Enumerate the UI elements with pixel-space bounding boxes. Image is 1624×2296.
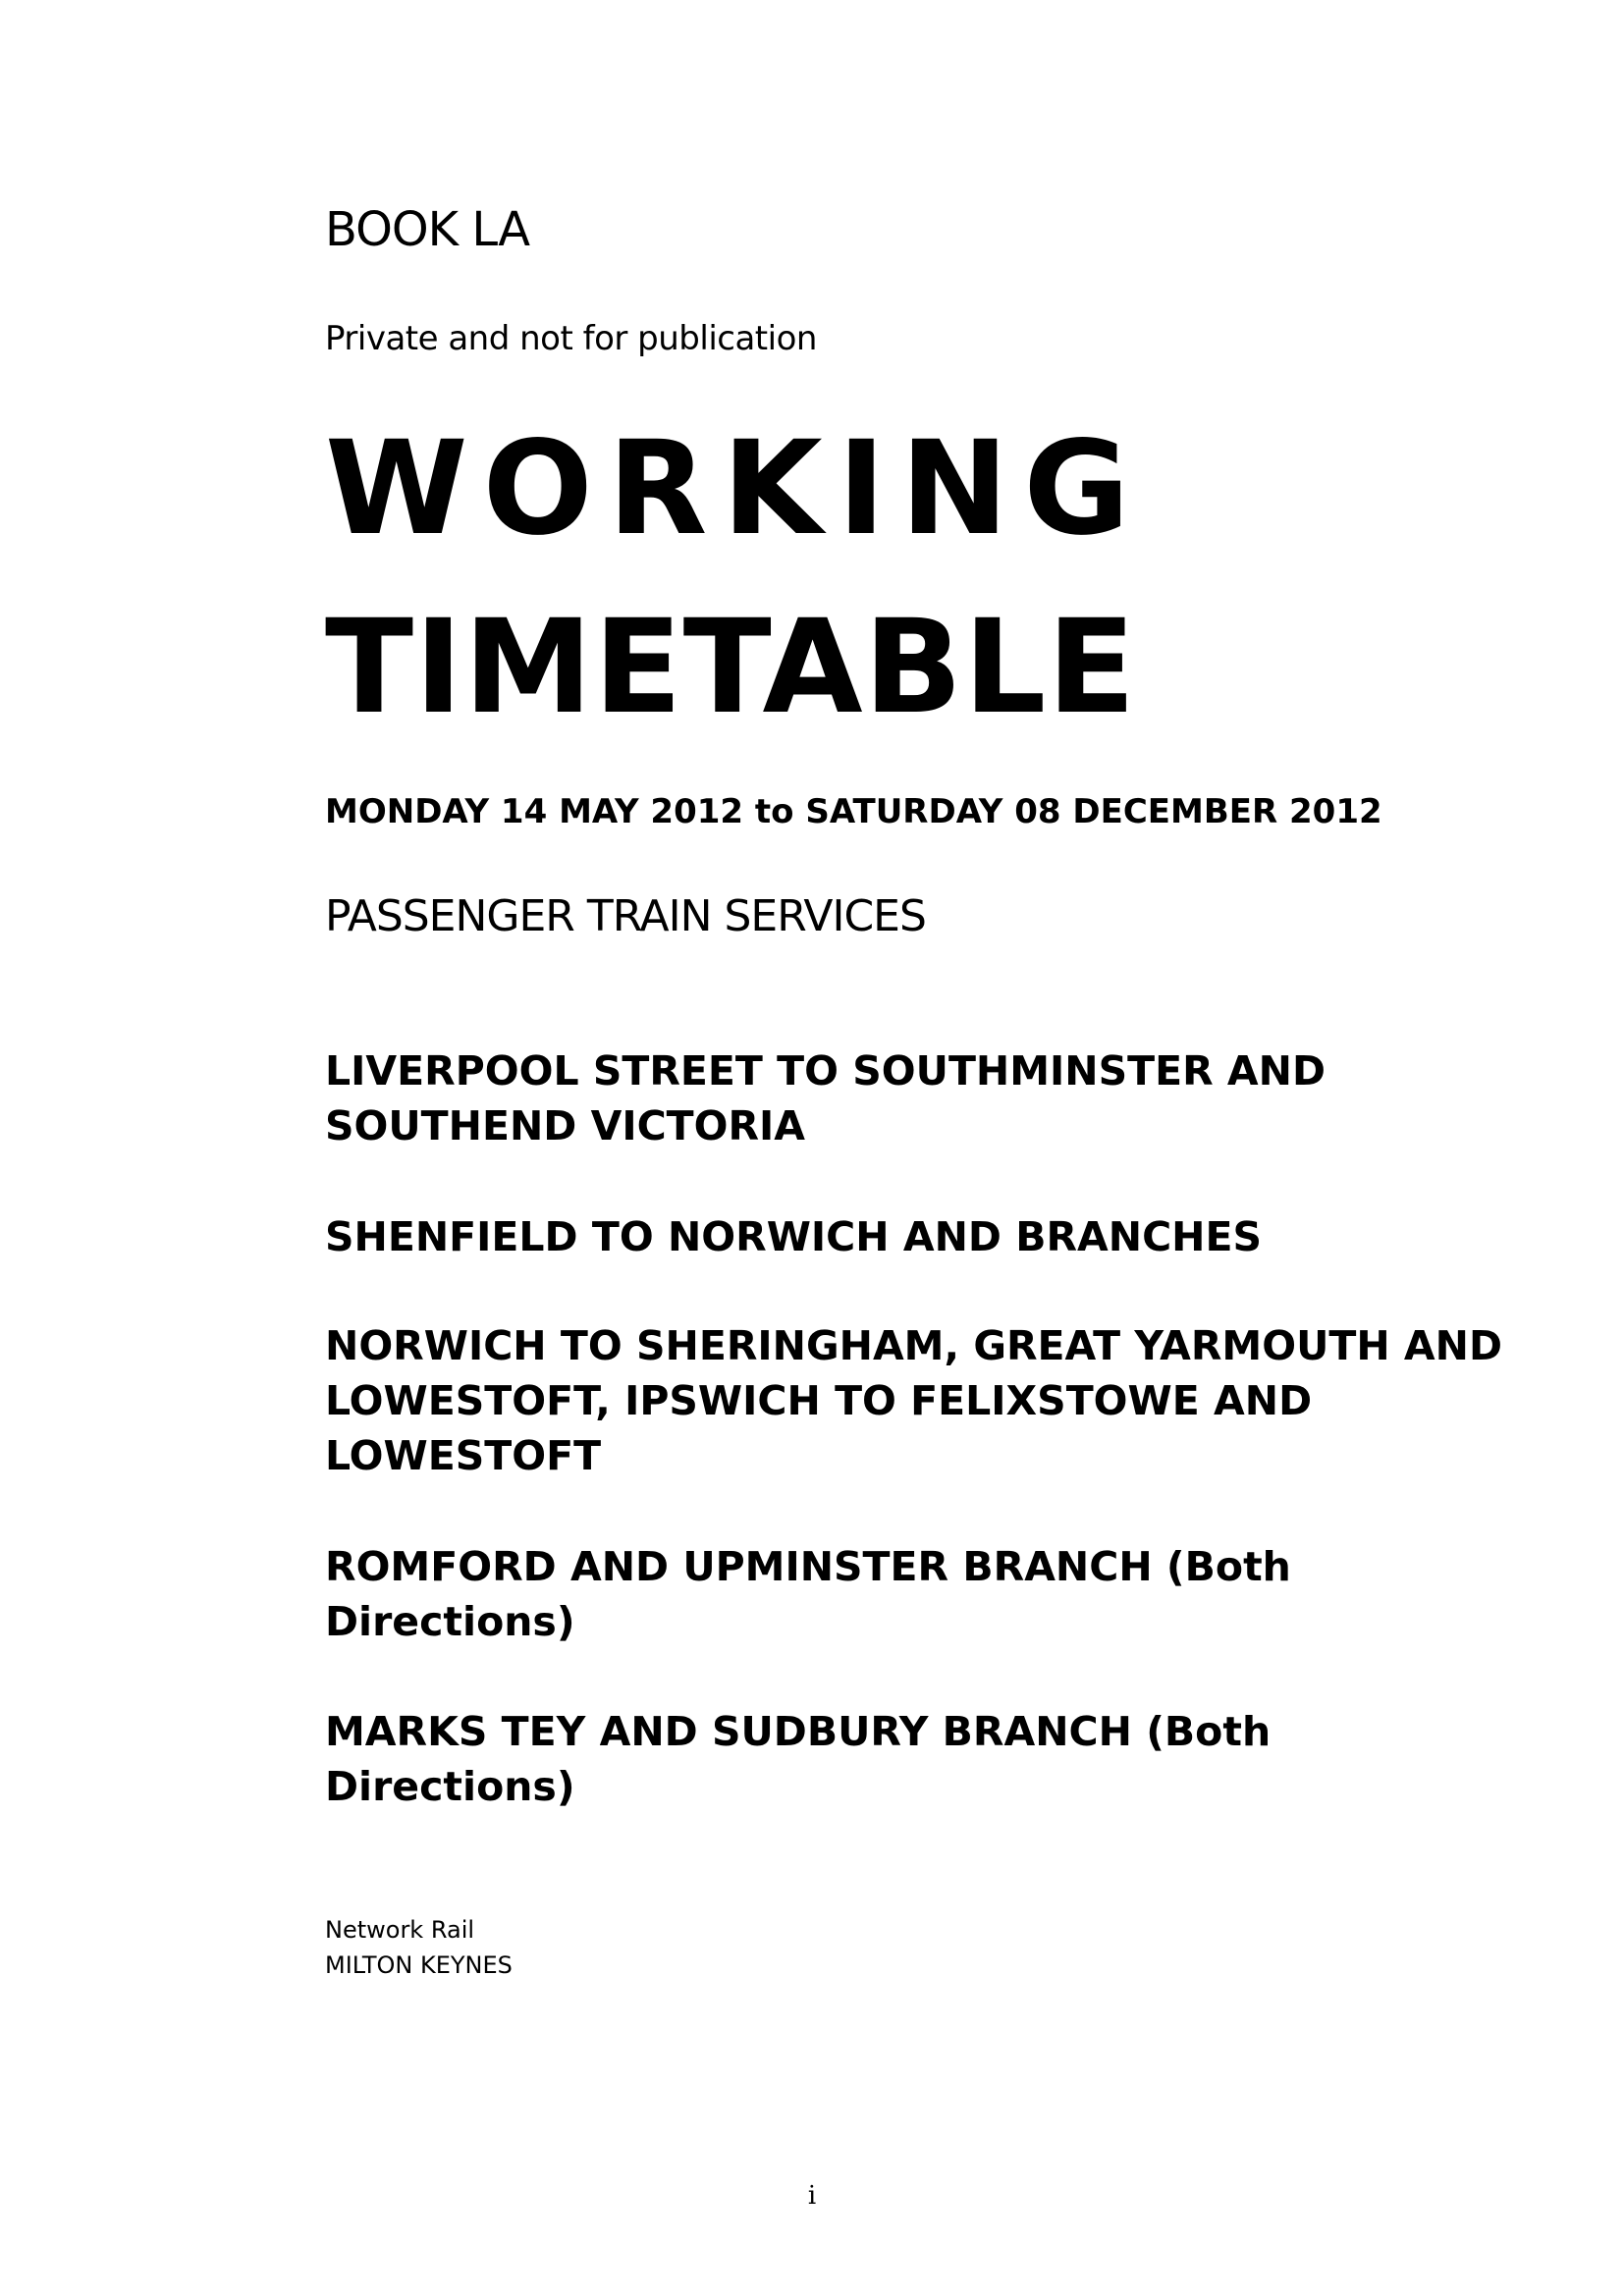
route-heading: ROMFORD AND UPMINSTER BRANCH (Both Directions) <box>325 1543 1291 1645</box>
page-number: i <box>807 2181 817 2211</box>
publisher-location: MILTON KEYNES <box>325 1951 513 1979</box>
route-heading: MARKS TEY AND SUDBURY BRANCH (Both Directions) <box>325 1708 1272 1810</box>
service-type: PASSENGER TRAIN SERVICES <box>325 891 926 941</box>
publisher-block <box>325 1912 513 1983</box>
title-line-1: WORKING <box>325 413 1145 564</box>
title-line-2: TIMETABLE <box>325 592 1137 743</box>
route-heading: LIVERPOOL STREET TO SOUTHMINSTER AND SOUTHEND VICTORIA <box>325 1047 1326 1149</box>
route-heading: NORWICH TO SHERINGHAM, GREAT YARMOUTH AND LOWESTOFT, IPSWICH TO FELIXSTOWE AND LOWESTOFT <box>325 1322 1502 1479</box>
privacy-notice: Private and not for publication <box>325 319 817 358</box>
book-label: BOOK LA <box>325 202 530 257</box>
date-range: MONDAY 14 MAY 2012 to SATURDAY 08 DECEMBER 2012 <box>325 792 1382 831</box>
publisher-name: Network Rail <box>325 1916 475 1944</box>
route-heading: SHENFIELD TO NORWICH AND BRANCHES <box>325 1213 1263 1260</box>
